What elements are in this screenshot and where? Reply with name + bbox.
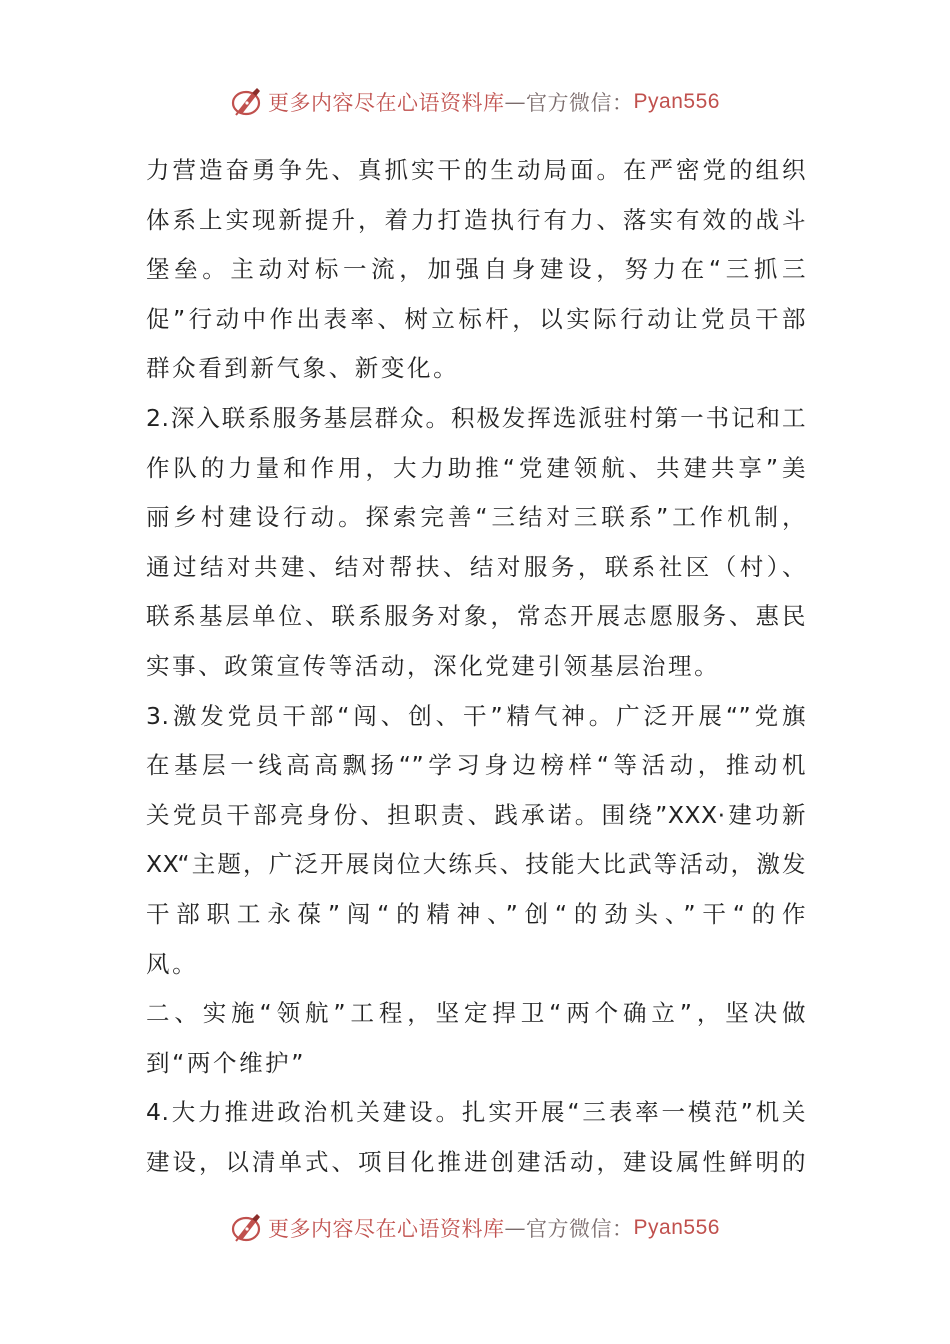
text-line: 关党员干部亮身份、担职责、践承诺。围绕”XXX·建功新 — [146, 800, 806, 829]
banner-wechat-label: 官方微信： — [526, 91, 634, 115]
section-heading-line: 到“两个维护” — [146, 1048, 307, 1077]
banner-wechat-label: 官方微信： — [526, 1217, 634, 1241]
text-line: 堡垒。主动对标一流，加强自身建设，努力在“三抓三 — [146, 255, 806, 284]
header-banner — [0, 82, 950, 122]
pen-nib-logo-icon — [230, 1211, 264, 1245]
section-heading-line: 二、实施“领航”工程，坚定捍卫“两个确立”，坚决做 — [146, 999, 806, 1028]
banner-site-text: 更多内容尽在心语资料库 — [268, 1217, 505, 1241]
text-line: 在基层一线高高飘扬“”学习身边榜样“等活动，推动机 — [146, 751, 806, 780]
text-line: 通过结对共建、结对帮扶、结对服务，联系社区（村）、 — [146, 552, 806, 581]
text-line: 3.激发党员干部“闯、创、干”精气神。广泛开展“”党旗 — [146, 701, 806, 730]
text-line: 促”行动中作出表率、树立标杆，以实际行动让党员干部 — [146, 304, 806, 333]
text-line: 4.大力推进政治机关建设。扎实开展“三表率一模范”机关 — [146, 1098, 806, 1127]
pen-nib-logo-icon — [230, 85, 264, 119]
text-line: 体系上实现新提升，着力打造执行有力、落实有效的战斗 — [146, 205, 806, 234]
text-line: 力营造奋勇争先、真抓实干的生动局面。在严密党的组织 — [146, 156, 806, 184]
text-line: 风。 — [146, 949, 199, 978]
text-line: 丽乡村建设行动。探索完善“三结对三联系”工作机制， — [146, 503, 806, 532]
footer-banner — [0, 1208, 950, 1248]
banner-site-text: 更多内容尽在心语资料库 — [268, 91, 505, 115]
text-line: 实事、政策宣传等活动，深化党建引领基层治理。 — [146, 651, 721, 680]
text-line: XX“主题，广泛开展岗位大练兵、技能大比武等活动，激发 — [146, 850, 806, 879]
banner-dash: — — [504, 90, 527, 114]
banner-wechat-id: Pyan556 — [633, 90, 720, 113]
text-line: 群众看到新气象、新变化。 — [146, 354, 460, 383]
text-line: 建设，以清单式、项目化推进创建活动，建设属性鲜明的 — [146, 1147, 806, 1176]
text-line: 联系基层单位、联系服务对象，常态开展志愿服务、惠民 — [146, 602, 806, 631]
banner-wechat-id: Pyan556 — [633, 1216, 720, 1239]
text-line: 2.深入联系服务基层群众。积极发挥选派驻村第一书记和工 — [146, 403, 806, 432]
text-line: 作队的力量和作用，大力助推“党建领航、共建共享”美 — [146, 453, 806, 482]
text-line: 干部职工永葆”闯“的精神、”创“的劲头、”干“的作 — [146, 899, 806, 928]
document-body — [146, 146, 806, 1187]
banner-dash: — — [504, 1216, 527, 1240]
